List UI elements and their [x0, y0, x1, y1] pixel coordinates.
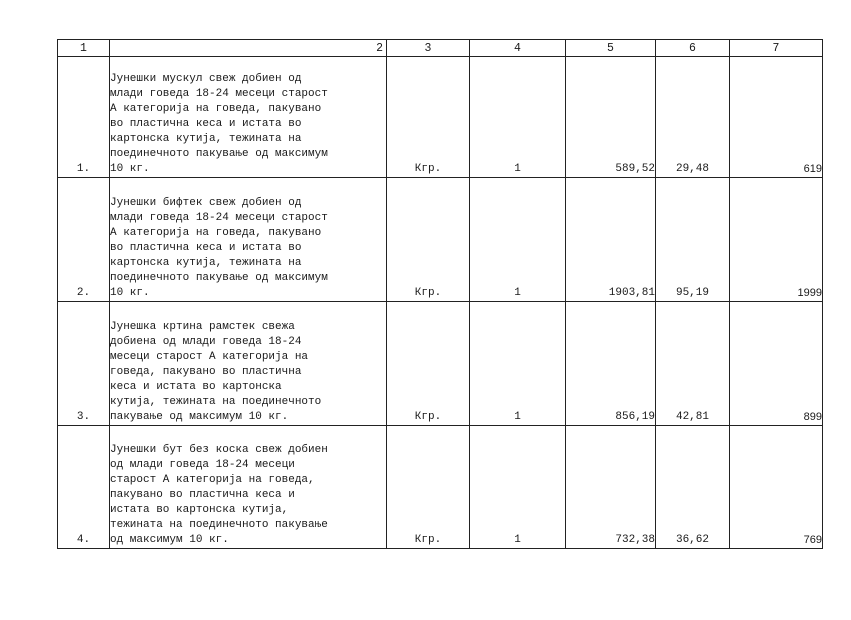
row-total: 619 — [730, 57, 823, 178]
row-unit: Кгр. — [387, 426, 470, 549]
row-total: 1999 — [730, 178, 823, 302]
row-price: 589,52 — [566, 57, 656, 178]
header-col-1: 1 — [58, 40, 110, 57]
row-description: Јунешки мускул свеж добиен од млади говеда 18-24 месеци старост А категорија на говеда, пакувано во пластична кеса и истата во картонска кутија, тежината на поединечното пакување од максимум 10 кг. — [110, 57, 387, 178]
row-vat: 95,19 — [656, 178, 730, 302]
row-quantity: 1 — [470, 426, 566, 549]
row-unit: Кгр. — [387, 302, 470, 426]
row-vat: 29,48 — [656, 57, 730, 178]
header-col-6: 6 — [656, 40, 730, 57]
row-vat: 42,81 — [656, 302, 730, 426]
table-row — [58, 57, 823, 178]
row-total: 769 — [730, 426, 823, 549]
header-col-4: 4 — [470, 40, 566, 57]
row-price: 732,38 — [566, 426, 656, 549]
header-col-5: 5 — [566, 40, 656, 57]
row-number: 3. — [58, 302, 110, 426]
table-row — [58, 302, 823, 426]
header-col-7: 7 — [730, 40, 823, 57]
row-price: 1903,81 — [566, 178, 656, 302]
table-row — [58, 426, 823, 549]
row-quantity: 1 — [470, 178, 566, 302]
row-total: 899 — [730, 302, 823, 426]
row-description: Јунешка кртина рамстек свежа добиена од млади говеда 18-24 месеци старост А категорија на говеда, пакувано во пластична кеса и истата во картонска кутија, тежината на поединечното пакување од максимум 10 кг. — [110, 302, 387, 426]
row-number: 1. — [58, 57, 110, 178]
row-price: 856,19 — [566, 302, 656, 426]
table-header-row — [58, 40, 823, 57]
row-unit: Кгр. — [387, 178, 470, 302]
table-row — [58, 178, 823, 302]
row-quantity: 1 — [470, 302, 566, 426]
row-vat: 36,62 — [656, 426, 730, 549]
row-description: Јунешки бифтек свеж добиен од млади говеда 18-24 месеци старост А категорија на говеда, пакувано во пластична кеса и истата во картонска кутија, тежината на поединечното пакување од максимум 10 кг. — [110, 178, 387, 302]
row-number: 4. — [58, 426, 110, 549]
row-unit: Кгр. — [387, 57, 470, 178]
row-number: 2. — [58, 178, 110, 302]
price-table — [57, 39, 823, 549]
header-col-2: 2 — [110, 40, 387, 57]
row-description: Јунешки бут без коска свеж добиен од млади говеда 18-24 месеци старост А категорија на говеда, пакувано во пластична кеса и истата во картонска кутија, тежината на поединечното пакување од максимум 10 кг. — [110, 426, 387, 549]
header-col-3: 3 — [387, 40, 470, 57]
row-quantity: 1 — [470, 57, 566, 178]
